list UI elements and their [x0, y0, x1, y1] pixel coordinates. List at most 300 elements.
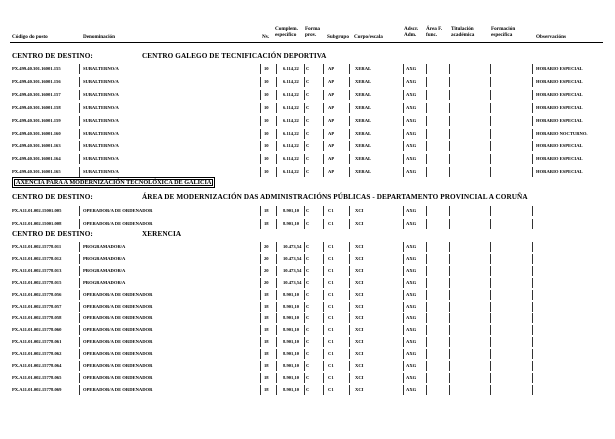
cell-corpo: XERAL — [355, 91, 372, 97]
table-row — [0, 167, 615, 177]
column-divider — [426, 242, 427, 252]
column-divider — [323, 242, 324, 252]
column-divider — [276, 349, 277, 359]
cell-comp: 6.114,22 — [283, 117, 299, 123]
column-divider — [323, 90, 324, 100]
column-divider — [260, 313, 261, 323]
cell-adscr: AXG — [406, 363, 417, 368]
cell-den: SUBALTERNO/A — [83, 156, 119, 162]
column-divider — [532, 103, 533, 113]
cell-forma: C — [306, 386, 310, 392]
column-divider — [304, 129, 305, 139]
cell-corpo: XCI — [355, 267, 364, 273]
cell-nv: 18 — [264, 386, 269, 392]
column-divider — [403, 116, 404, 126]
cell-obs: HORARIO NOCTURNO. — [536, 130, 588, 136]
table-row — [0, 141, 615, 151]
column-divider — [532, 361, 533, 371]
cell-nv: 10 — [264, 91, 269, 97]
header-nv: Nv. — [262, 34, 270, 40]
column-divider — [323, 373, 324, 383]
column-divider — [260, 219, 261, 229]
column-divider — [449, 167, 450, 177]
cell-den: SUBALTERNO/A — [83, 66, 119, 71]
column-divider — [276, 154, 277, 164]
cell-forma: C — [306, 130, 310, 136]
column-divider — [403, 302, 404, 312]
cell-corpo: XERAL — [355, 104, 372, 110]
cell-nv: 10 — [264, 143, 269, 149]
column-divider — [490, 206, 491, 216]
column-divider — [260, 167, 261, 177]
column-divider — [532, 219, 533, 229]
cell-sub: C1 — [328, 208, 334, 213]
column-divider — [260, 206, 261, 216]
column-divider — [532, 90, 533, 100]
column-divider — [532, 206, 533, 216]
column-divider — [276, 90, 277, 100]
cell-corpo: XCI — [355, 303, 364, 309]
cell-nv: 18 — [264, 351, 269, 357]
cell-adscr: AXG — [406, 156, 417, 162]
column-divider — [304, 325, 305, 335]
column-divider — [304, 90, 305, 100]
column-divider — [304, 313, 305, 323]
column-divider — [426, 337, 427, 347]
cell-corpo: XERAL — [355, 117, 372, 123]
cell-sub: C1 — [328, 327, 334, 333]
column-divider — [276, 385, 277, 395]
column-divider — [449, 219, 450, 229]
cell-forma: C — [306, 351, 310, 357]
cell-adscr: AXG — [406, 208, 417, 213]
column-divider — [449, 90, 450, 100]
column-divider — [260, 325, 261, 335]
column-divider — [490, 254, 491, 264]
header-titulacion: Titulación académica — [451, 26, 475, 38]
column-divider — [532, 266, 533, 276]
cell-nv: 10 — [264, 156, 269, 162]
column-divider — [276, 141, 277, 151]
cell-sub: C1 — [328, 255, 334, 261]
column-divider — [276, 290, 277, 300]
cell-corpo: XCI — [355, 279, 364, 285]
column-divider — [349, 290, 350, 300]
cell-corpo: XCI — [355, 220, 364, 226]
column-divider — [532, 337, 533, 347]
column-divider — [79, 219, 80, 229]
column-divider — [449, 385, 450, 395]
cell-nv: 18 — [264, 208, 269, 213]
table-row — [0, 254, 615, 264]
column-divider — [304, 385, 305, 395]
column-divider — [304, 154, 305, 164]
cell-corpo: XCI — [355, 339, 364, 345]
column-divider — [426, 313, 427, 323]
column-divider — [449, 361, 450, 371]
cell-nv: 10 — [264, 104, 269, 110]
column-divider — [260, 141, 261, 151]
cell-adscr: AXG — [406, 327, 417, 333]
cell-comp: 8.901,10 — [283, 327, 300, 333]
column-divider — [490, 242, 491, 252]
column-divider — [449, 349, 450, 359]
column-divider — [403, 129, 404, 139]
column-divider — [532, 325, 533, 335]
table-row — [0, 337, 615, 347]
column-divider — [403, 219, 404, 229]
column-divider — [403, 154, 404, 164]
column-divider — [426, 385, 427, 395]
cell-code: PX.A11.01.002.15778.056 — [12, 291, 62, 297]
cell-sub: C1 — [328, 291, 334, 297]
column-divider — [304, 103, 305, 113]
cell-den: OPERADOR/A DE ORDENADOR — [83, 303, 153, 309]
cell-sub: AP — [328, 78, 335, 84]
cell-comp: 10.473,54 — [283, 255, 302, 261]
column-divider — [304, 77, 305, 87]
column-divider — [304, 290, 305, 300]
column-divider — [426, 290, 427, 300]
column-divider — [349, 266, 350, 276]
column-divider — [323, 290, 324, 300]
cell-forma: C — [306, 255, 310, 261]
cell-den: OPERADOR/A DE ORDENADOR — [83, 386, 153, 392]
column-divider — [349, 373, 350, 383]
column-divider — [349, 77, 350, 87]
column-divider — [349, 129, 350, 139]
column-divider — [260, 154, 261, 164]
column-divider — [349, 219, 350, 229]
cell-adscr: AXG — [406, 339, 417, 345]
column-divider — [403, 373, 404, 383]
column-divider — [349, 154, 350, 164]
column-divider — [449, 290, 450, 300]
column-divider — [79, 167, 80, 177]
column-divider — [426, 302, 427, 312]
column-divider — [349, 278, 350, 288]
table-row — [0, 103, 615, 113]
column-divider — [79, 337, 80, 347]
cell-adscr: AXG — [406, 315, 417, 321]
column-divider — [426, 129, 427, 139]
cell-sub: AP — [328, 169, 335, 175]
column-divider — [490, 373, 491, 383]
cell-corpo: XCI — [355, 208, 364, 213]
cell-code: PX.A11.01.002.15778.012 — [12, 255, 62, 261]
cell-nv: 18 — [264, 291, 269, 297]
cell-adscr: AXG — [406, 374, 417, 380]
cell-code: PX.499.40.301.16001.160 — [12, 130, 61, 136]
cell-adscr: AXG — [406, 255, 417, 261]
table-row — [0, 361, 615, 371]
column-divider — [79, 116, 80, 126]
column-divider — [79, 302, 80, 312]
cell-code: PX.A11.01.002.15778.069 — [12, 386, 62, 392]
cell-corpo: XERAL — [355, 156, 372, 162]
cell-comp: 6.114,22 — [283, 104, 299, 110]
column-divider — [79, 77, 80, 87]
cell-forma: C — [306, 220, 310, 226]
cell-adscr: AXG — [406, 104, 417, 110]
centro-name: CENTRO GALEGO DE TECNIFICACIÓN DEPORTIVA — [142, 52, 327, 60]
cell-forma: C — [306, 279, 310, 285]
table-row — [0, 77, 615, 87]
column-divider — [79, 349, 80, 359]
column-divider — [449, 373, 450, 383]
cell-forma: C — [306, 91, 310, 97]
cell-corpo: XCI — [355, 315, 364, 321]
column-divider — [449, 154, 450, 164]
cell-adscr: AXG — [406, 143, 417, 149]
cell-code: PX.A11.01.002.15778.064 — [12, 363, 62, 368]
column-divider — [349, 385, 350, 395]
column-divider — [260, 64, 261, 74]
column-divider — [276, 219, 277, 229]
cell-den: SUBALTERNO/A — [83, 104, 119, 110]
column-divider — [349, 302, 350, 312]
column-divider — [349, 254, 350, 264]
column-divider — [532, 373, 533, 383]
cell-adscr: AXG — [406, 66, 417, 71]
column-divider — [323, 206, 324, 216]
column-divider — [403, 361, 404, 371]
cell-nv: 18 — [264, 303, 269, 309]
column-divider — [304, 167, 305, 177]
column-divider — [349, 64, 350, 74]
cell-comp: 8.901,10 — [283, 303, 300, 309]
column-divider — [323, 325, 324, 335]
cell-adscr: AXG — [406, 244, 417, 249]
column-divider — [304, 254, 305, 264]
cell-code: PX.A11.01.002.15001.005 — [12, 208, 62, 213]
cell-code: PX.A11.01.002.15778.011 — [12, 244, 62, 249]
cell-den: SUBALTERNO/A — [83, 117, 119, 123]
cell-nv: 18 — [264, 327, 269, 333]
cell-nv: 10 — [264, 117, 269, 123]
cell-code: PX.499.40.301.16001.157 — [12, 91, 61, 97]
column-divider — [276, 361, 277, 371]
column-divider — [260, 77, 261, 87]
cell-forma: C — [306, 66, 310, 71]
column-divider — [426, 361, 427, 371]
column-divider — [260, 103, 261, 113]
column-divider — [449, 141, 450, 151]
column-divider — [260, 254, 261, 264]
column-divider — [403, 313, 404, 323]
column-divider — [490, 141, 491, 151]
column-divider — [260, 242, 261, 252]
column-divider — [490, 325, 491, 335]
cell-forma: C — [306, 156, 310, 162]
cell-forma: C — [306, 315, 310, 321]
cell-forma: C — [306, 208, 310, 213]
cell-nv: 20 — [264, 244, 269, 249]
cell-sub: AP — [328, 143, 335, 149]
table-row — [0, 90, 615, 100]
cell-forma: C — [306, 291, 310, 297]
column-divider — [426, 254, 427, 264]
column-divider — [276, 337, 277, 347]
column-divider — [426, 154, 427, 164]
cell-den: OPERADOR/A DE ORDENADOR — [83, 374, 153, 380]
cell-sub: AP — [328, 66, 335, 71]
column-divider — [490, 302, 491, 312]
column-divider — [323, 64, 324, 74]
cell-code: PX.499.40.301.16001.165 — [12, 169, 61, 175]
cell-nv: 20 — [264, 279, 269, 285]
column-divider — [79, 385, 80, 395]
cell-corpo: XERAL — [355, 66, 372, 71]
column-divider — [79, 373, 80, 383]
cell-den: OPERADOR/A DE ORDENADOR — [83, 315, 153, 321]
column-divider — [349, 116, 350, 126]
cell-adscr: AXG — [406, 351, 417, 357]
column-divider — [403, 266, 404, 276]
column-divider — [304, 242, 305, 252]
column-divider — [426, 219, 427, 229]
column-divider — [426, 103, 427, 113]
column-divider — [449, 313, 450, 323]
column-divider — [323, 278, 324, 288]
column-divider — [276, 242, 277, 252]
column-divider — [304, 337, 305, 347]
column-divider — [403, 290, 404, 300]
column-divider — [276, 325, 277, 335]
cell-obs: HORARIO ESPECIAL — [536, 66, 583, 71]
cell-den: OPERADOR/A DE ORDENADOR — [83, 339, 153, 345]
cell-den: SUBALTERNO/A — [83, 78, 119, 84]
cell-sub: C1 — [328, 363, 334, 368]
cell-forma: C — [306, 339, 310, 345]
column-divider — [449, 278, 450, 288]
cell-sub: C1 — [328, 339, 334, 345]
cell-nv: 18 — [264, 339, 269, 345]
centro-name: ÁREA DE MODERNIZACIÓN DAS ADMINISTRACIÓNS PÚBLICAS - DEPARTAMENTO PROVINCIAL A CORUÑA — [142, 193, 528, 201]
table-row — [0, 219, 615, 229]
table-row — [0, 349, 615, 359]
cell-forma: C — [306, 78, 310, 84]
column-divider — [449, 254, 450, 264]
header-subgrupo: Subgrupo — [327, 34, 349, 40]
column-divider — [490, 313, 491, 323]
column-divider — [490, 103, 491, 113]
cell-obs: HORARIO ESPECIAL — [536, 156, 583, 162]
column-divider — [260, 373, 261, 383]
column-divider — [304, 141, 305, 151]
column-divider — [532, 254, 533, 264]
cell-code: PX.A11.01.002.15778.065 — [12, 374, 62, 380]
header-rule — [10, 42, 603, 43]
cell-sub: C1 — [328, 267, 334, 273]
column-divider — [490, 290, 491, 300]
column-divider — [260, 116, 261, 126]
column-divider — [490, 337, 491, 347]
cell-corpo: XERAL — [355, 143, 372, 149]
cell-code: PX.A11.01.002.15778.061 — [12, 339, 62, 345]
column-divider — [403, 77, 404, 87]
cell-den: PROGRAMADOR/A — [83, 279, 126, 285]
cell-den: OPERADOR/A DE ORDENADOR — [83, 327, 153, 333]
column-divider — [403, 278, 404, 288]
column-divider — [323, 266, 324, 276]
cell-code: PX.499.40.301.16001.156 — [12, 78, 61, 84]
column-divider — [276, 116, 277, 126]
column-divider — [276, 313, 277, 323]
column-divider — [323, 219, 324, 229]
column-divider — [349, 167, 350, 177]
column-divider — [349, 349, 350, 359]
header-complem: Complem. específico — [275, 26, 298, 38]
column-divider — [349, 361, 350, 371]
cell-den: OPERADOR/A DE ORDENADOR — [83, 291, 153, 297]
cell-nv: 10 — [264, 169, 269, 175]
column-divider — [276, 302, 277, 312]
cell-adscr: AXG — [406, 303, 417, 309]
cell-forma: C — [306, 117, 310, 123]
column-divider — [449, 337, 450, 347]
column-divider — [490, 361, 491, 371]
column-divider — [79, 64, 80, 74]
column-divider — [79, 313, 80, 323]
column-divider — [449, 116, 450, 126]
column-divider — [323, 385, 324, 395]
column-divider — [490, 266, 491, 276]
column-divider — [79, 242, 80, 252]
cell-obs: HORARIO ESPECIAL — [536, 169, 583, 175]
column-divider — [490, 129, 491, 139]
cell-comp: 10.473,54 — [283, 279, 302, 285]
cell-code: PX.499.40.301.16001.158 — [12, 104, 61, 110]
header-observacions: Observacións — [536, 34, 566, 40]
centro-heading — [12, 230, 182, 238]
column-divider — [79, 278, 80, 288]
column-divider — [532, 349, 533, 359]
column-divider — [490, 219, 491, 229]
cell-den: SUBALTERNO/A — [83, 143, 119, 149]
cell-nv: 10 — [264, 78, 269, 84]
column-divider — [323, 313, 324, 323]
column-divider — [304, 302, 305, 312]
cell-obs: HORARIO ESPECIAL — [536, 117, 583, 123]
cell-comp: 6.114,22 — [283, 156, 299, 162]
cell-adscr: AXG — [406, 386, 417, 392]
cell-nv: 10 — [264, 130, 269, 136]
column-divider — [532, 385, 533, 395]
cell-comp: 8.901,10 — [283, 315, 300, 321]
column-divider — [449, 206, 450, 216]
cell-sub: AP — [328, 156, 335, 162]
cell-corpo: XCI — [355, 255, 364, 261]
column-divider — [276, 278, 277, 288]
column-divider — [403, 167, 404, 177]
table-row — [0, 154, 615, 164]
column-divider — [323, 254, 324, 264]
cell-comp: 6.114,22 — [283, 91, 299, 97]
cell-adscr: AXG — [406, 91, 417, 97]
column-divider — [276, 373, 277, 383]
column-divider — [276, 77, 277, 87]
column-divider — [323, 361, 324, 371]
column-divider — [490, 167, 491, 177]
cell-sub: AP — [328, 117, 335, 123]
column-divider — [426, 77, 427, 87]
column-divider — [490, 64, 491, 74]
column-divider — [532, 77, 533, 87]
column-divider — [426, 64, 427, 74]
column-divider — [532, 141, 533, 151]
column-divider — [304, 64, 305, 74]
